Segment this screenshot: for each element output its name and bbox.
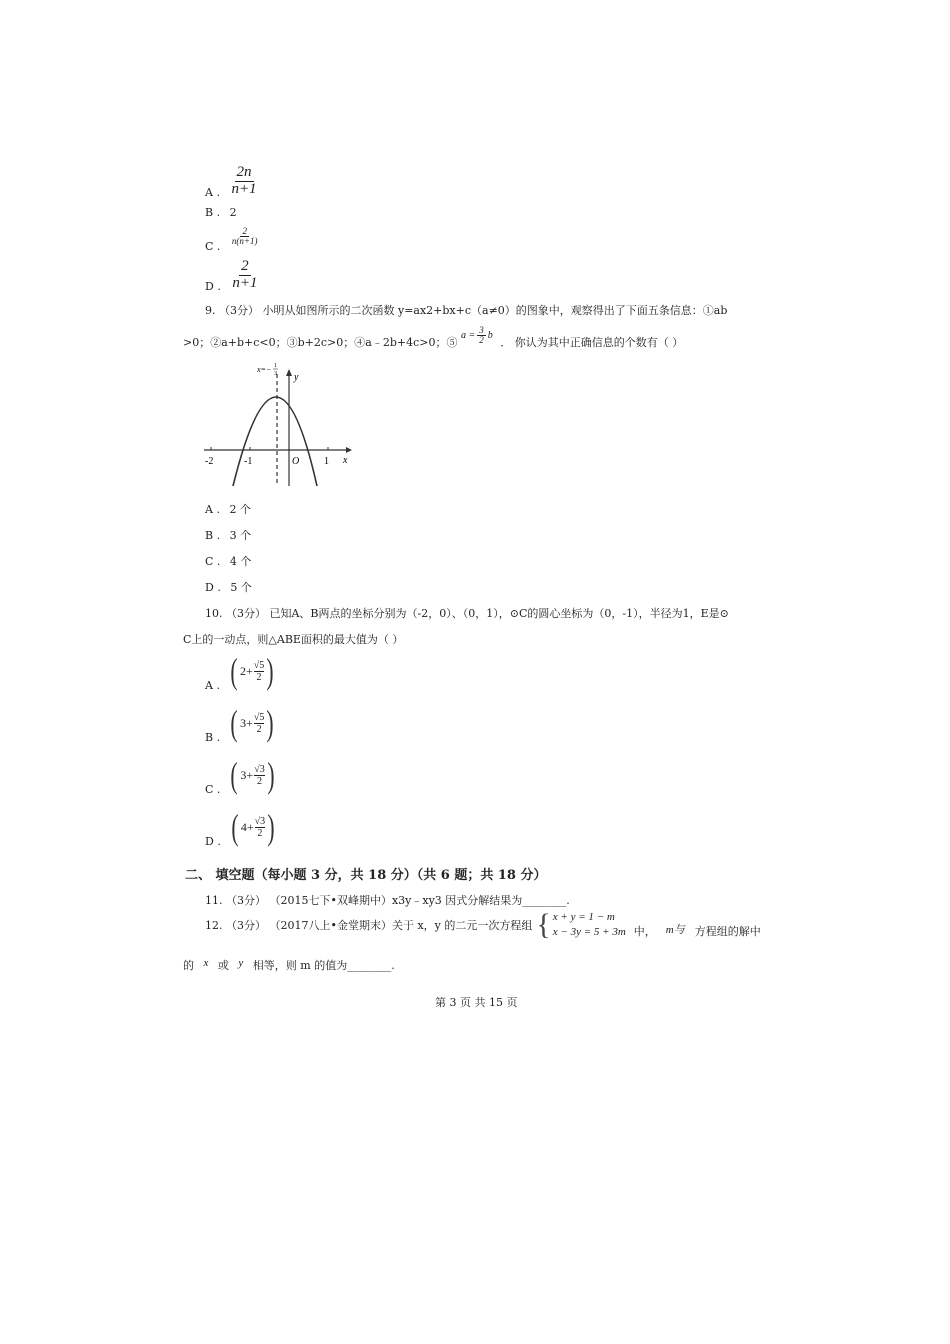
option-b-q9: B . 3 个 [205, 529, 252, 542]
origin-label: O [292, 456, 300, 467]
expression: ( 2+ $\frac{√5}{2}$ ) [230, 651, 274, 691]
option-d-q10: D . ( 4+ $\frac{√3}{2}$ ) [205, 809, 277, 845]
option-label: C . [205, 239, 221, 253]
page-footer: 第 3 页 共 15 页 [435, 996, 518, 1009]
option-text: 2 [229, 206, 237, 219]
y-axis-arrow [286, 369, 292, 376]
option-d-q9: D . 5 个 [205, 581, 252, 594]
equation-system: { x + y = 1 − m x − 3y = 5 + 3m [536, 908, 626, 941]
fraction: $\frac{2n}{n+1}$ [231, 164, 257, 197]
fraction: $\frac{2}{n(n+1)}$ [231, 226, 258, 247]
option-c-q9: C . 4 个 [205, 555, 252, 568]
question-12-line2: 的 x 或 y 相等，则 m 的值为________. [183, 957, 395, 972]
formula-a-equals: a = $\frac{3}{2}$ b [460, 325, 493, 346]
section-heading: 二、 填空题（每小题 3 分，共 18 分）（共 6 题；共 18 分） [185, 868, 547, 883]
option-label: D . [205, 280, 221, 294]
tick-label-minus-2: -2 [205, 456, 214, 467]
question-10-line2: C上的一动点，则△ABE面积的最大值为（ ） [183, 633, 404, 646]
option-label: A . [205, 186, 220, 200]
option-d-q8 [205, 259, 259, 292]
expression: ( 3+ $\frac{√3}{2}$ ) [230, 755, 275, 795]
x-axis-label: x [343, 455, 348, 466]
tick-label-1: 1 [324, 456, 329, 467]
question-9-line2: >0；②a+b+c<0；③b+2c>0；④a﹣2b+4c>0；⑤ a = $\frac{3}{2}$ b ． 你认为其中正确信息的个数有（ ） [183, 325, 684, 350]
option-c-q8 [205, 226, 260, 253]
question-9-line1: 9. （3分） 小明从如图所示的二次函数 y=ax2+bx+c（a≠0）的图象中，观察得出了下面五条信息：①ab [205, 304, 728, 317]
y-axis-label: y [294, 372, 299, 383]
tick-label-minus-1: -1 [244, 456, 253, 467]
question-11: 11. （3分） （2015七下•双峰期中）x3y﹣xy3 因式分解结果为________. [205, 894, 570, 907]
parabola-graph [200, 360, 355, 490]
parabola-curve [233, 397, 317, 486]
option-a-q9: A . 2 个 [205, 503, 251, 516]
option-label: B . [205, 206, 221, 219]
option-a-q8 [205, 165, 259, 198]
question-10-line1: 10. （3分） 已知A、B两点的坐标分别为（-2，0）、（0，1），⊙C的圆心坐标为（0，-1），半径为1，E是⊙ [205, 607, 729, 620]
symmetry-label-den: 3 [274, 371, 277, 377]
symmetry-label-num: 1 [274, 363, 277, 369]
option-a-q10: A . ( 2+ $\frac{√5}{2}$ ) [205, 653, 276, 689]
expression: ( 4+ $\frac{√3}{2}$ ) [231, 807, 275, 847]
expression: ( 3+ $\frac{√5}{2}$ ) [230, 703, 274, 743]
symmetry-label: x=− [257, 365, 272, 374]
option-c-q10: C . ( 3+ $\frac{√3}{2}$ ) [205, 757, 277, 793]
x-axis-arrow [346, 447, 352, 453]
option-b-q8 [205, 206, 237, 219]
parabola-svg [200, 360, 355, 490]
fraction: $\frac{2}{n+1}$ [232, 258, 258, 291]
question-12-line1: 12. （3分） （2017八上•金堂期末）关于 x，y 的二元一次方程组 { x + y = 1 − m x − 3y = 5 + 3m 中， m与 方程组的解中 [205, 908, 761, 941]
option-b-q10: B . ( 3+ $\frac{√5}{2}$ ) [205, 705, 276, 741]
